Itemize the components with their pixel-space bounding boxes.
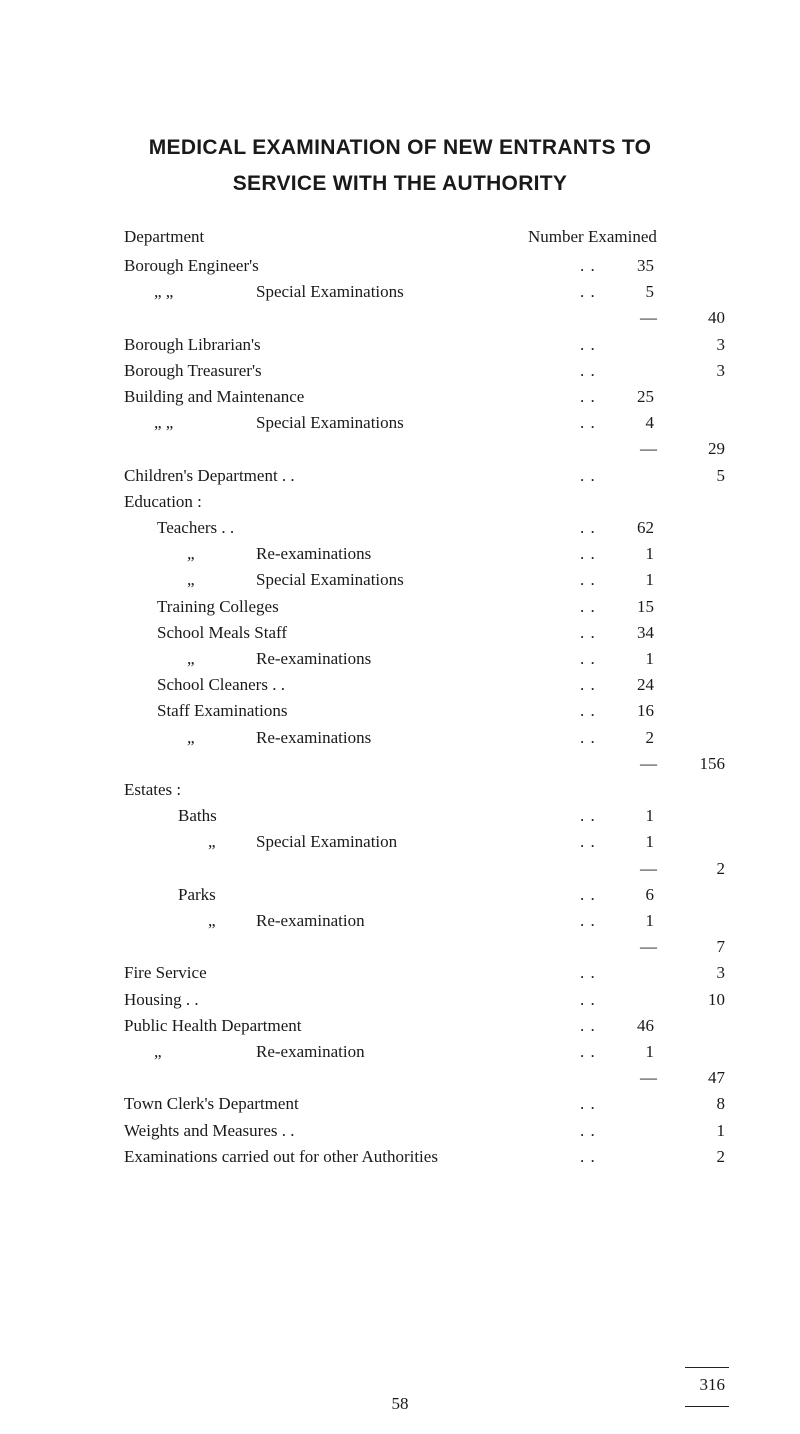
row-label: „ „ [154, 282, 174, 302]
table-row [0, 335, 800, 361]
dot-leader: . . [580, 1120, 596, 1140]
row-label: „ [187, 649, 195, 668]
number-examined-column-header: Number Examined [528, 227, 657, 246]
table-row [0, 1068, 800, 1094]
dot-leader: . . [580, 963, 596, 983]
row-sublabel: Re-examinations [256, 649, 372, 668]
count-value: 1 [645, 544, 654, 564]
row-label: School Cleaners . . [157, 675, 285, 695]
dot-leader: . . [580, 413, 596, 433]
table-row [0, 518, 800, 544]
table-row [0, 256, 800, 282]
total-rule-top [685, 1367, 729, 1368]
row-label: Examinations carried out for other Authorities [124, 1146, 438, 1166]
dot-leader: . . [580, 1015, 596, 1035]
count-value: 46 [637, 1015, 654, 1035]
count-value: 1 [645, 570, 654, 590]
table-row [0, 701, 800, 727]
row-label: „ [154, 1042, 162, 1061]
row-sublabel: Special Examinations [256, 282, 404, 302]
table-row [0, 806, 800, 832]
dot-leader: . . [580, 649, 596, 668]
dot-leader: . . [580, 570, 596, 590]
page-title: MEDICAL EXAMINATION OF NEW ENTRANTS TO [148, 136, 652, 159]
row-label: Borough Librarian's [124, 334, 261, 354]
dot-leader: . . [580, 806, 596, 826]
table-row [0, 728, 800, 754]
page-subtitle: SERVICE WITH THE AUTHORITY [232, 172, 568, 195]
subtotal-value: 10 [708, 989, 725, 1009]
table-row [0, 1016, 800, 1042]
count-value: 1 [645, 911, 654, 930]
subtotal-value: 3 [716, 334, 725, 354]
dot-leader: . . [580, 518, 596, 537]
table-row [0, 859, 800, 885]
dot-leader: . . [580, 282, 596, 302]
count-value: 25 [637, 387, 654, 406]
count-value: 34 [637, 622, 654, 642]
table-row [0, 361, 800, 387]
subtotal-dash: — [640, 439, 657, 459]
dot-leader: . . [580, 832, 596, 852]
table-row [0, 623, 800, 649]
table-row [0, 570, 800, 596]
subtotal-dash: — [640, 308, 657, 328]
dot-leader: . . [580, 387, 596, 406]
dot-leader: . . [580, 701, 596, 721]
row-label: Weights and Measures . . [124, 1120, 295, 1140]
dot-leader: . . [580, 622, 596, 642]
grand-total: 316 [699, 1375, 725, 1394]
row-label: „ [187, 727, 195, 747]
table-row [0, 990, 800, 1016]
row-sublabel: Re-examination [256, 911, 365, 930]
dot-leader: . . [580, 334, 596, 354]
count-value: 35 [637, 256, 654, 275]
row-label: Staff Examinations [157, 701, 288, 721]
subtotal-value: 3 [716, 360, 725, 380]
table-row [0, 387, 800, 413]
row-label: „ [208, 911, 216, 930]
count-value: 6 [645, 884, 654, 904]
subtotal-dash: — [640, 858, 657, 878]
dot-leader: . . [580, 544, 596, 564]
table-row [0, 832, 800, 858]
row-sublabel: Re-examinations [256, 727, 372, 747]
table-row [0, 754, 800, 780]
subtotal-value: 156 [699, 753, 725, 773]
count-value: 24 [637, 675, 654, 695]
table-row [0, 492, 800, 518]
table-row [0, 544, 800, 570]
table-row [0, 649, 800, 675]
table-row [0, 466, 800, 492]
row-label: Town Clerk's Department [124, 1094, 299, 1114]
table-row [0, 885, 800, 911]
table-row [0, 675, 800, 701]
subtotal-dash: — [640, 753, 657, 773]
dot-leader: . . [580, 360, 596, 380]
dot-leader: . . [580, 256, 596, 275]
row-label: Housing . . [124, 989, 199, 1009]
dot-leader: . . [580, 727, 596, 747]
count-value: 15 [637, 596, 654, 616]
table-row [0, 439, 800, 465]
count-value: 16 [637, 701, 654, 721]
count-value: 1 [645, 649, 654, 668]
count-value: 1 [645, 1042, 654, 1061]
subtotal-dash: — [640, 937, 657, 957]
row-label: Public Health Department [124, 1015, 302, 1035]
row-label: School Meals Staff [157, 622, 288, 642]
subtotal-value: 29 [708, 439, 725, 459]
dot-leader: . . [580, 1042, 596, 1061]
count-value: 2 [645, 727, 654, 747]
row-sublabel: Re-examination [256, 1042, 365, 1061]
table-row [0, 413, 800, 439]
row-label: „ [208, 832, 216, 852]
department-column-header: Department [124, 227, 205, 246]
dot-leader: . . [580, 465, 596, 485]
subtotal-value: 7 [716, 937, 725, 957]
row-label: Baths [178, 806, 217, 826]
subtotal-value: 40 [708, 308, 725, 328]
page-number: 58 [391, 1394, 409, 1413]
dot-leader: . . [580, 675, 596, 695]
subtotal-value: 2 [716, 1146, 725, 1166]
table-row [0, 963, 800, 989]
table-row [0, 597, 800, 623]
dot-leader: . . [580, 1094, 596, 1114]
table-row [0, 282, 800, 308]
subtotal-value: 8 [716, 1094, 725, 1114]
table-row [0, 937, 800, 963]
subtotal-value: 1 [716, 1120, 725, 1140]
row-label: Parks [178, 884, 216, 904]
dot-leader: . . [580, 1146, 596, 1166]
table-row [0, 1121, 800, 1147]
table-row [0, 911, 800, 937]
row-sublabel: Special Examinations [256, 413, 404, 433]
table-row [0, 780, 800, 806]
row-label: „ „ [154, 413, 174, 433]
subtotal-value: 5 [716, 465, 725, 485]
row-label: Training Colleges [157, 596, 279, 616]
table-row [0, 308, 800, 334]
count-value: 5 [645, 282, 654, 302]
count-value: 4 [645, 413, 654, 433]
row-label: „ [187, 544, 195, 564]
table-row [0, 1147, 800, 1173]
subtotal-dash: — [640, 1068, 657, 1088]
count-value: 1 [645, 806, 654, 826]
row-sublabel: Special Examination [256, 832, 398, 852]
subtotal-value: 47 [708, 1068, 725, 1088]
row-label: Borough Engineer's [124, 256, 259, 275]
subtotal-value: 3 [716, 963, 725, 983]
count-value: 1 [645, 832, 654, 852]
row-sublabel: Special Examinations [256, 570, 404, 590]
table-row [0, 1042, 800, 1068]
dot-leader: . . [580, 989, 596, 1009]
row-label: Estates : [124, 780, 182, 799]
row-label: Education : [124, 491, 202, 511]
row-label: Fire Service [124, 963, 207, 983]
row-label: Building and Maintenance [124, 387, 305, 406]
dot-leader: . . [580, 911, 596, 930]
dot-leader: . . [580, 884, 596, 904]
row-label: Children's Department . . [124, 465, 295, 485]
row-label: „ [187, 570, 195, 590]
count-value: 62 [637, 518, 654, 537]
row-label: Borough Treasurer's [124, 360, 262, 380]
subtotal-value: 2 [716, 858, 725, 878]
row-label: Teachers . . [157, 518, 235, 537]
table-row [0, 1094, 800, 1120]
row-sublabel: Re-examinations [256, 544, 372, 564]
dot-leader: . . [580, 596, 596, 616]
